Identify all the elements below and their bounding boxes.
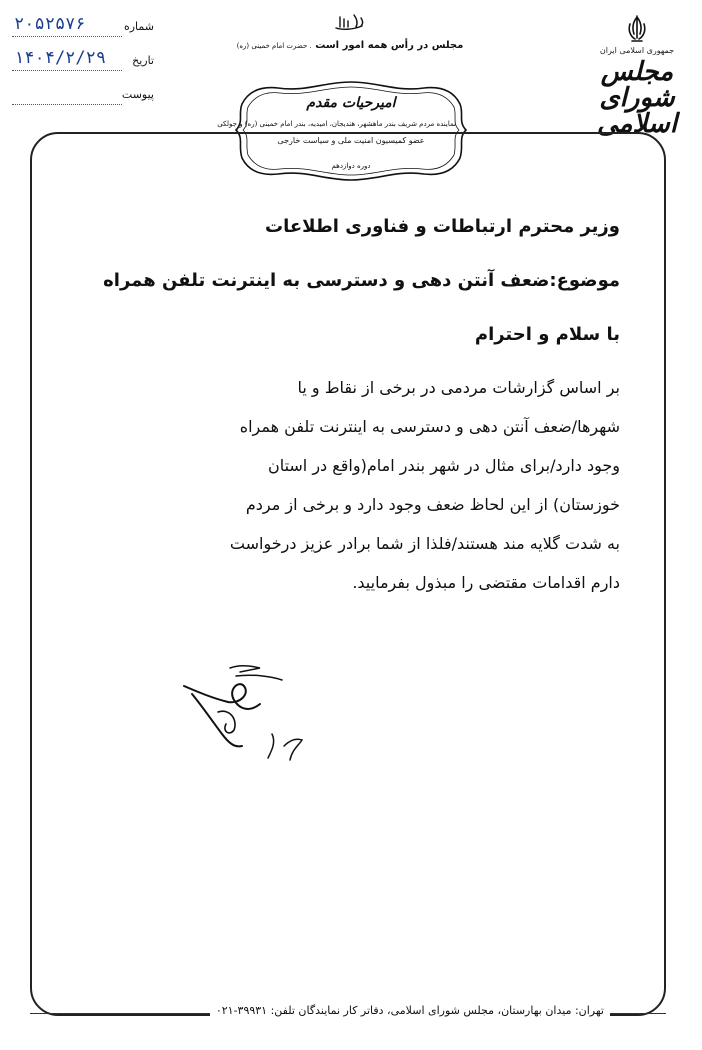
recipient: وزیر محترم ارتباطات و فناوری اطلاعات [265, 216, 620, 237]
body-line: به شدت گلایه مند هستند/فلذا از شما برادر عزیز درخواست [229, 534, 620, 553]
number-value: ۲۰۵۲۵۷۶ [14, 14, 86, 34]
representative-committee: عضو کمیسیون امنیت ملی و سیاست خارجی [277, 136, 425, 145]
letter-body [60, 368, 620, 602]
number-label: شماره [123, 20, 154, 33]
handwritten-signature [178, 660, 308, 770]
date-label: تاریخ [132, 54, 154, 67]
motto [215, 40, 485, 51]
emblem-subtitle: جمهوری اسلامی ایران [599, 46, 675, 55]
motto-source: . حضرت امام خمینی (ره) [236, 42, 312, 50]
date-dotted-line [12, 70, 122, 71]
body-line: خوزستان) از این لحاظ ضعف وجود دارد و برخی از مردم [245, 495, 620, 514]
header-center [215, 12, 485, 51]
date-value: ۱۴۰۴/۲/۲۹ [14, 48, 107, 68]
body-line: شهرها/ضعف آنتن دهی و دسترسی به اینترنت تلفن همراه [239, 417, 620, 436]
representative-name: امیرحیات مقدم [306, 95, 396, 111]
greeting: با سلام و احترام [474, 324, 620, 345]
parliament-term: دوره دوازدهم [331, 162, 371, 170]
body-line: وجود دارد/برای مثال در شهر بندر امام(واقع در استان [267, 456, 620, 475]
motto-text: مجلس در رأس همه امور است [315, 40, 464, 51]
representative-constituency: نماینده مردم شریف بندر ماهشهر، هندیجان، امیدیه، بندر امام خمینی (ره) و جولکی [217, 120, 456, 128]
basmala-calligraphy-icon [332, 12, 368, 34]
letter-meta [8, 14, 198, 116]
meta-attachment-row [8, 82, 198, 116]
number-dotted-line [12, 36, 122, 37]
attachment-label: پیوست [121, 88, 154, 101]
body-line: دارم اقدامات مقتضی را مبذول بفرمایید. [352, 573, 620, 592]
meta-date-row [8, 48, 198, 82]
footer-address: تهران: میدان بهارستان، مجلس شورای اسلامی، دفاتر کار نمایندگان تلفن: ۳۹۹۳۱-۰۲۱ [210, 1004, 610, 1017]
body-line: بر اساس گزارشات مردمی در برخی از نقاط و یا [297, 378, 620, 397]
footer [30, 1002, 666, 1024]
parliament-logo [582, 14, 692, 139]
meta-number-row [8, 14, 198, 48]
attachment-dotted-line [12, 104, 122, 105]
emblem-title: مجلس شورای اسلامی [596, 57, 678, 139]
subject: موضوع:ضعف آنتن دهی و دسترسی به اینترنت تلفن همراه [103, 270, 620, 291]
iran-emblem-icon [624, 14, 650, 44]
